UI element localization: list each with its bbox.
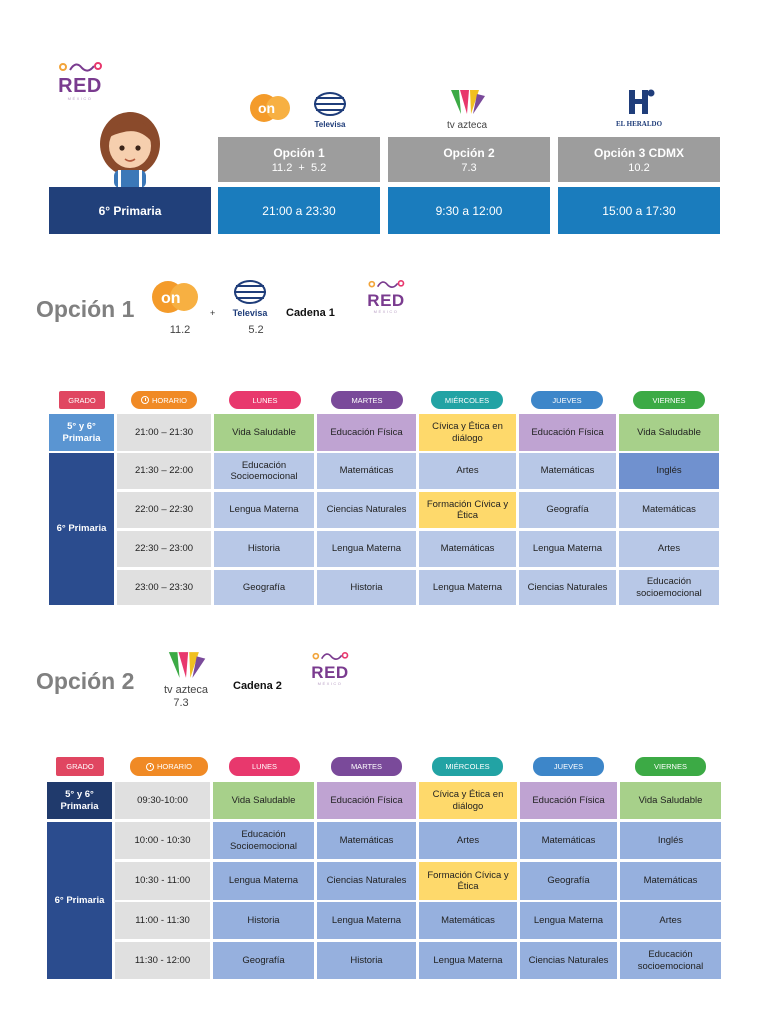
televisa-word: Televisa xyxy=(232,308,268,318)
option-1-cadena: Cadena 1 xyxy=(286,307,335,319)
televisa-icon xyxy=(310,92,350,116)
summary-option-2-header xyxy=(388,137,550,182)
t2-class: Inglés xyxy=(620,822,721,859)
t1-class: Educación socioemocional xyxy=(619,570,719,605)
t2-class: Educación Física xyxy=(520,782,617,819)
t1-class: Matemáticas xyxy=(419,531,516,567)
t2-class: Matemáticas xyxy=(419,902,517,939)
t2-class: Historia xyxy=(213,902,314,939)
summary-option-3-header xyxy=(558,137,720,182)
girl-character-illustration xyxy=(96,108,164,188)
t1-class: Artes xyxy=(419,453,516,489)
red-logo-word: RED xyxy=(367,291,405,310)
t2-class: Ciencias Naturales xyxy=(520,942,617,979)
option-1-red-logo xyxy=(362,278,410,314)
t1-class: Educación Física xyxy=(317,414,416,451)
el-heraldo-word: EL HERALDO xyxy=(615,120,663,128)
once-logo-icon xyxy=(244,90,294,126)
t2-day-lunes: LUNES xyxy=(229,757,300,776)
t1-class: Historia xyxy=(317,570,416,605)
clock-icon xyxy=(146,763,154,771)
t2-class: Matemáticas xyxy=(317,822,416,859)
t2-time: 09:30-10:00 xyxy=(115,782,210,819)
t1-class: Cívica y Ética en diálogo xyxy=(419,414,516,451)
red-logo-sub: MÉXICO xyxy=(317,681,343,686)
t2-class: Educación Socioemocional xyxy=(213,822,314,859)
televisa-icon xyxy=(230,280,270,304)
t1-day-viernes: VIERNES xyxy=(633,391,705,409)
t1-time: 22:00 – 22:30 xyxy=(117,492,211,528)
clock-icon xyxy=(141,396,149,404)
t1-day-jueves: JUEVES xyxy=(531,391,603,409)
red-logo-word: RED xyxy=(58,75,102,97)
t2-day-martes: MARTES xyxy=(331,757,402,776)
t2-class: Ciencias Naturales xyxy=(317,862,416,900)
t2-grado-header: GRADO xyxy=(56,757,104,776)
tv-azteca-icon xyxy=(164,650,208,680)
svg-text:on: on xyxy=(161,290,181,307)
t2-time: 10:30 - 11:00 xyxy=(115,862,210,900)
t1-class: Vida Saludable xyxy=(214,414,314,451)
tv-azteca-logo xyxy=(442,88,492,131)
t1-class: Lengua Materna xyxy=(214,492,314,528)
t1-time: 21:30 – 22:00 xyxy=(117,453,211,489)
t2-class: Lengua Materna xyxy=(317,902,416,939)
option-1-channel-a: 11.2 xyxy=(169,324,191,336)
t1-class: Educación Socioemocional xyxy=(214,453,314,489)
red-swirl-icon xyxy=(310,650,350,664)
tv-azteca-word: tv azteca xyxy=(163,684,209,696)
t2-class: Geografía xyxy=(520,862,617,900)
t1-time: 23:00 – 23:30 xyxy=(117,570,211,605)
t2-class: Matemáticas xyxy=(520,822,617,859)
summary-option-2-time: 9:30 a 12:00 xyxy=(388,187,550,234)
t1-class: Formación Cívica y Ética xyxy=(419,492,516,528)
t1-day-martes: MARTES xyxy=(331,391,403,409)
t1-class: Matemáticas xyxy=(619,492,719,528)
option-2-red-logo xyxy=(306,650,354,686)
once-ninas-ninos-logo xyxy=(244,90,294,131)
t2-class: Historia xyxy=(317,942,416,979)
t2-grade-5-6: 5° y 6° Primaria xyxy=(47,782,112,819)
summary-option-3-time: 15:00 a 17:30 xyxy=(558,187,720,234)
t1-class: Ciencias Naturales xyxy=(519,570,616,605)
t1-class: Geografía xyxy=(214,570,314,605)
t2-time: 11:30 - 12:00 xyxy=(115,942,210,979)
t2-class: Vida Saludable xyxy=(620,782,721,819)
red-swirl-icon xyxy=(366,278,406,292)
t1-class: Inglés xyxy=(619,453,719,489)
t1-horario-header: HORARIO xyxy=(131,391,197,409)
t1-class: Historia xyxy=(214,531,314,567)
option-1-plus: + xyxy=(210,308,216,318)
summary-option-2-name: Opción 2 xyxy=(443,145,495,160)
t1-class: Lengua Materna xyxy=(317,531,416,567)
t1-grado-header: GRADO xyxy=(59,391,105,409)
red-mexico-logo xyxy=(52,60,108,101)
option-2-channel: 7.3 xyxy=(173,697,189,709)
televisa-word: Televisa xyxy=(314,120,346,129)
t1-day-lunes: LUNES xyxy=(229,391,301,409)
option-2-cadena: Cadena 2 xyxy=(233,680,282,692)
summary-option-2-channels: 7.3 xyxy=(461,161,477,174)
t1-class: Artes xyxy=(619,531,719,567)
summary-option-1-header xyxy=(218,137,380,182)
summary-option-3-name: Opción 3 CDMX xyxy=(593,145,684,160)
t1-day-miercoles: MIÉRCOLES xyxy=(431,391,503,409)
svg-text:on: on xyxy=(258,100,276,116)
t1-class: Educación Física xyxy=(519,414,616,451)
tv-azteca-icon xyxy=(447,88,487,116)
t2-time: 11:00 - 11:30 xyxy=(115,902,210,939)
t2-day-miercoles: MIÉRCOLES xyxy=(432,757,503,776)
summary-option-1-time: 21:00 a 23:30 xyxy=(218,187,380,234)
t2-class: Geografía xyxy=(213,942,314,979)
t2-day-viernes: VIERNES xyxy=(635,757,706,776)
el-heraldo-logo xyxy=(612,88,666,128)
t2-class: Artes xyxy=(419,822,517,859)
t1-class: Geografía xyxy=(519,492,616,528)
option-1-channel-b: 5.2 xyxy=(248,324,264,336)
option-2-title: Opción 2 xyxy=(36,668,135,694)
t2-class: Lengua Materna xyxy=(520,902,617,939)
t2-class: Educación socioemocional xyxy=(620,942,721,979)
t1-grade-5-6: 5° y 6° Primaria xyxy=(49,414,114,451)
t1-class: Lengua Materna xyxy=(419,570,516,605)
t1-grade-6: 6° Primaria xyxy=(49,453,114,605)
t1-class: Lengua Materna xyxy=(519,531,616,567)
t1-class: Ciencias Naturales xyxy=(317,492,416,528)
summary-option-1-name: Opción 1 xyxy=(273,145,325,160)
summary-option-3-channels: 10.2 xyxy=(628,161,650,174)
t1-time: 22:30 – 23:00 xyxy=(117,531,211,567)
t2-grade-6: 6° Primaria xyxy=(47,822,112,979)
t1-class: Matemáticas xyxy=(317,453,416,489)
option-2-tv-azteca-logo xyxy=(158,650,214,696)
t2-class: Lengua Materna xyxy=(213,862,314,900)
red-logo-sub: MÉXICO xyxy=(67,96,93,101)
t2-day-jueves: JUEVES xyxy=(533,757,604,776)
tv-azteca-word: tv azteca xyxy=(446,120,488,131)
t2-class: Vida Saludable xyxy=(213,782,314,819)
option-1-title: Opción 1 xyxy=(36,296,135,322)
red-swirl-icon xyxy=(56,60,104,76)
once-logo-icon xyxy=(146,276,202,318)
red-logo-word: RED xyxy=(311,663,349,682)
t1-class: Matemáticas xyxy=(519,453,616,489)
t1-class: Vida Saludable xyxy=(619,414,719,451)
heraldo-h-icon xyxy=(623,88,655,116)
t2-class: Formación Cívica y Ética xyxy=(419,862,517,900)
t2-class: Artes xyxy=(620,902,721,939)
option-1-televisa-logo xyxy=(224,280,276,318)
red-logo-sub: MÉXICO xyxy=(373,309,399,314)
t2-class: Matemáticas xyxy=(620,862,721,900)
t2-class: Cívica y Ética en diálogo xyxy=(419,782,517,819)
t2-horario-header: HORARIO xyxy=(130,757,208,776)
option-1-once-logo xyxy=(146,276,202,323)
t2-class: Lengua Materna xyxy=(419,942,517,979)
t2-time: 10:00 - 10:30 xyxy=(115,822,210,859)
televisa-logo xyxy=(304,92,356,129)
t2-class: Educación Física xyxy=(317,782,416,819)
summary-option-1-channels: 11.2 + 5.2 xyxy=(271,161,327,174)
summary-grade-cell: 6° Primaria xyxy=(49,187,211,234)
t1-time: 21:00 – 21:30 xyxy=(117,414,211,451)
